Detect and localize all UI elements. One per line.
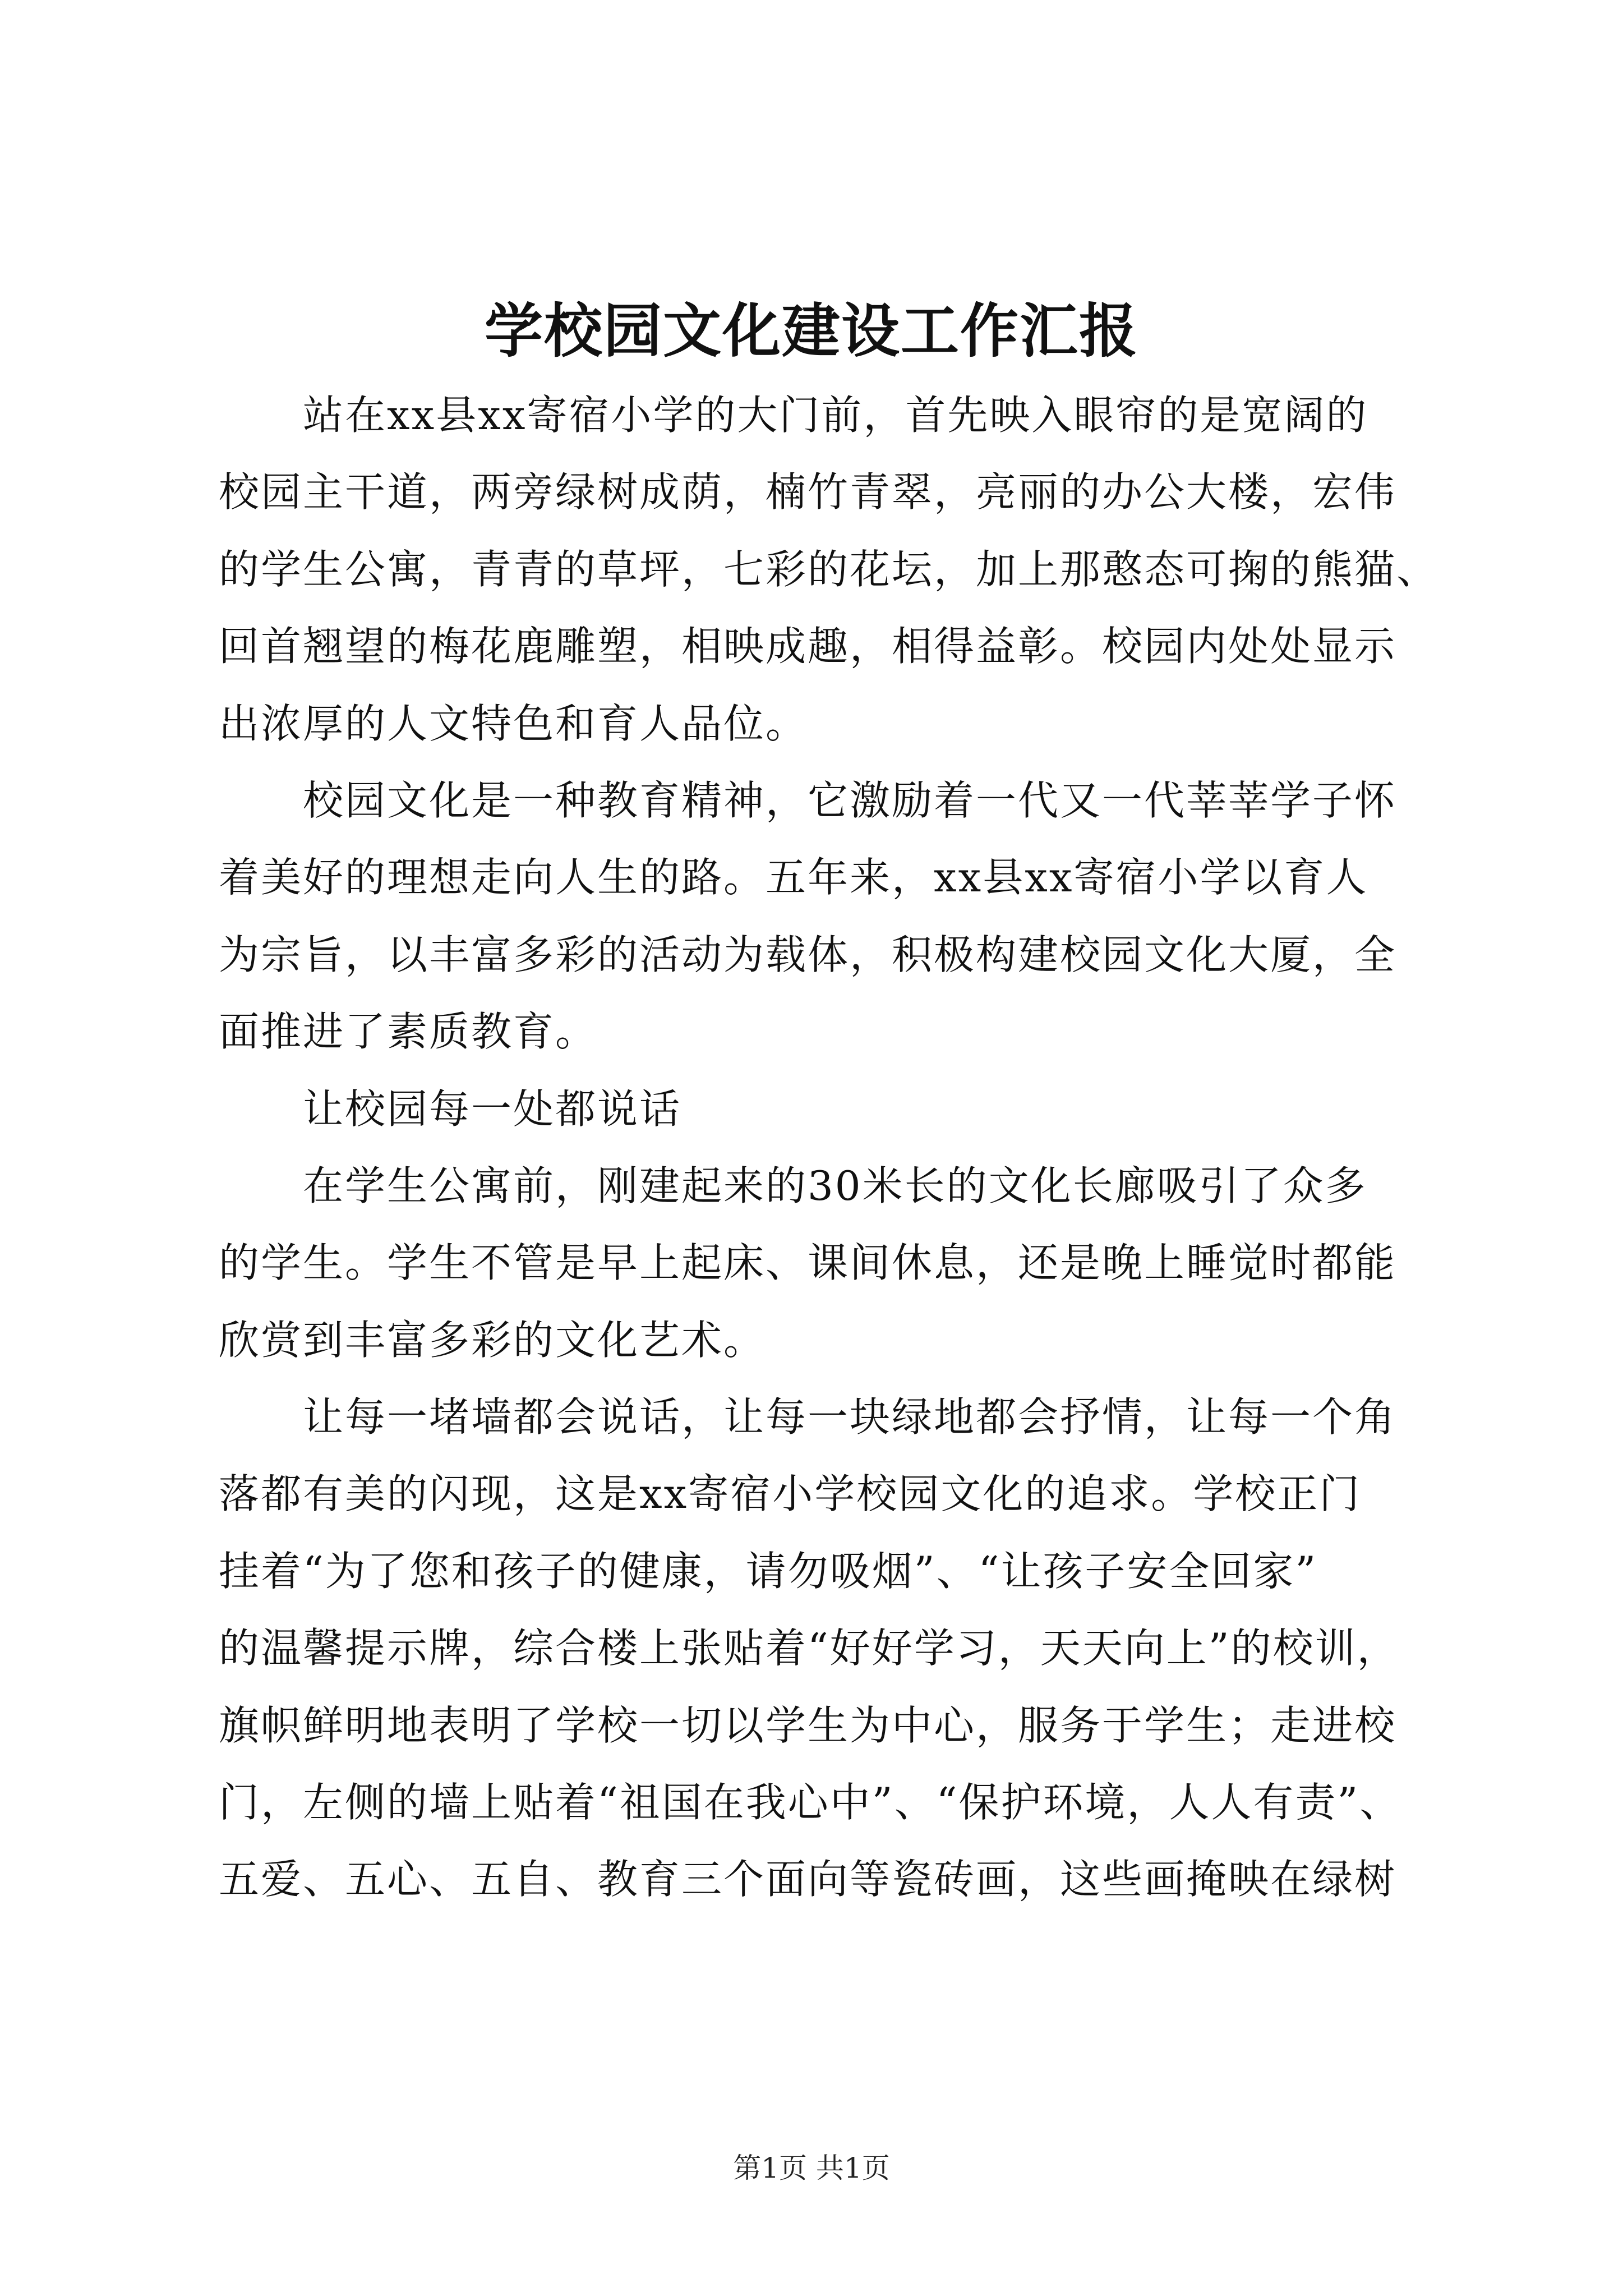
text-line: 挂着“为了您和孩子的健康，请勿吸烟”、“让孩子安全回家”	[219, 1547, 1318, 1595]
text-line: 门，左侧的墙上贴着“祖国在我心中”、“保护环境，人人有责”、	[219, 1779, 1402, 1826]
text-line: 让每一堵墙都会说话，让每一块绿地都会抒情，让每一个角	[303, 1393, 1397, 1441]
text-line: 欣赏到丰富多彩的文化艺术。	[219, 1316, 766, 1364]
text-line: 着美好的理想走向人生的路。五年来，xx县xx寄宿小学以育人	[219, 854, 1368, 901]
body-text	[219, 377, 1481, 1918]
text-line: 五爱、五心、五自、教育三个面向等瓷砖画，这些画掩映在绿树	[219, 1856, 1397, 1903]
text-line: 出浓厚的人文特色和育人品位。	[219, 700, 808, 747]
text-line: 校园文化是一种教育精神，它激励着一代又一代莘莘学子怀	[303, 776, 1397, 824]
text-line: 的温馨提示牌，综合楼上张贴着“好好学习，天天向上”的校训，	[219, 1625, 1399, 1672]
page-footer: 第1页 共1页	[733, 2152, 890, 2184]
section-heading: 让校园每一处都说话	[303, 1085, 682, 1133]
text-line: 在学生公寓前，刚建起来的30米长的文化长廊吸引了众多	[303, 1162, 1367, 1209]
text-line: 回首翘望的梅花鹿雕塑，相映成趣，相得益彰。校园内处处显示	[219, 623, 1397, 670]
text-line: 站在xx县xx寄宿小学的大门前，首先映入眼帘的是宽阔的	[303, 392, 1368, 439]
text-line: 校园主干道，两旁绿树成荫，楠竹青翠，亮丽的办公大楼，宏伟	[219, 468, 1397, 516]
text-line: 的学生。学生不管是早上起床、课间休息，还是晚上睡觉时都能	[219, 1239, 1397, 1287]
text-line: 的学生公寓，青青的草坪，七彩的花坛，加上那憨态可掬的熊猫、	[219, 545, 1439, 593]
text-line: 面推进了素质教育。	[219, 1008, 598, 1056]
text-line: 旗帜鲜明地表明了学校一切以学生为中心，服务于学生；走进校	[219, 1701, 1397, 1749]
text-line: 落都有美的闪现，这是xx寄宿小学校园文化的追求。学校正门	[219, 1470, 1362, 1518]
text-line: 为宗旨，以丰富多彩的活动为载体，积极构建校园文化大厦，全	[219, 931, 1397, 978]
page-title: 学校园文化建设工作汇报	[484, 296, 1138, 365]
